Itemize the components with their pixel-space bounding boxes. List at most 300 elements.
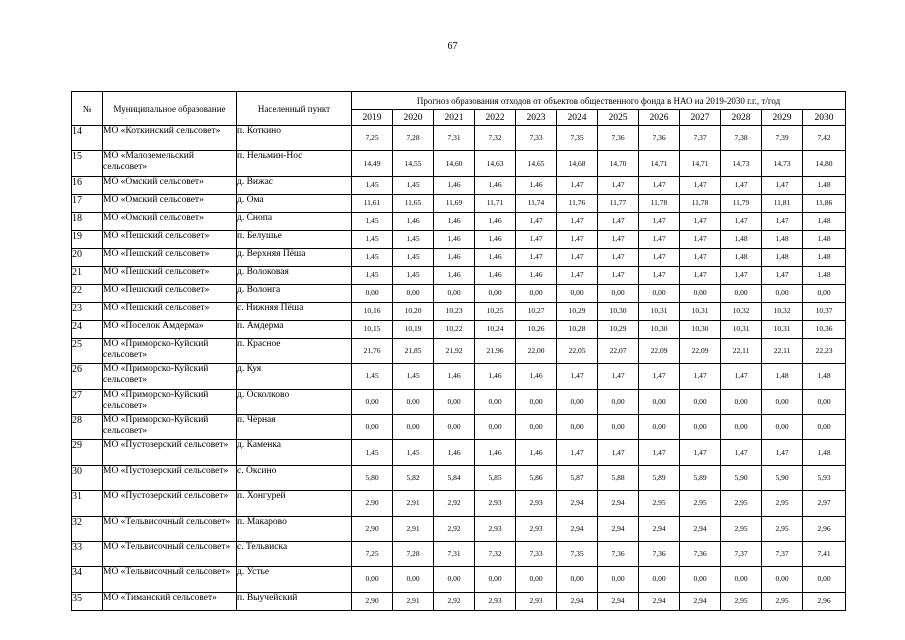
value-cell: 2,95 <box>762 491 803 516</box>
value-cell: 1,45 <box>352 212 393 230</box>
value-cell: 0,00 <box>393 389 434 414</box>
value-cell: 2,90 <box>352 516 393 541</box>
value-cell: 7,37 <box>721 541 762 566</box>
settlement-cell: п. Амдерма <box>237 320 352 338</box>
table-row <box>72 194 846 212</box>
value-cell: 22,07 <box>598 338 639 363</box>
value-cell: 5,93 <box>803 465 846 490</box>
year-header: 2030 <box>803 110 846 126</box>
value-cell: 10,22 <box>434 320 475 338</box>
value-cell: 1,46 <box>516 176 557 194</box>
header-row <box>72 92 846 110</box>
value-cell: 7,38 <box>721 126 762 151</box>
value-cell: 2,94 <box>598 516 639 541</box>
value-cell: 1,46 <box>475 230 516 248</box>
table-row <box>72 266 846 284</box>
value-cell: 7,35 <box>557 126 598 151</box>
municipality-cell: МО «Тельвисочный сельсовет» <box>103 567 237 592</box>
value-cell: 1,48 <box>762 230 803 248</box>
value-cell: 11,78 <box>680 194 721 212</box>
value-cell: 0,00 <box>475 414 516 439</box>
value-cell: 2,95 <box>762 516 803 541</box>
value-cell: 1,48 <box>803 248 846 266</box>
year-header: 2022 <box>475 110 516 126</box>
year-header: 2023 <box>516 110 557 126</box>
year-header: 2029 <box>762 110 803 126</box>
value-cell: 0,00 <box>598 567 639 592</box>
value-cell: 14,55 <box>393 151 434 176</box>
row-number: 20 <box>72 248 103 266</box>
value-cell: 0,00 <box>598 414 639 439</box>
table-row <box>72 302 846 320</box>
value-cell: 2,94 <box>639 516 680 541</box>
value-cell: 2,90 <box>352 491 393 516</box>
value-cell: 1,47 <box>680 440 721 465</box>
row-number: 15 <box>72 151 103 176</box>
value-cell: 1,46 <box>475 176 516 194</box>
row-number: 26 <box>72 364 103 389</box>
value-cell: 5,90 <box>721 465 762 490</box>
value-cell: 1,48 <box>762 364 803 389</box>
value-cell: 10,31 <box>762 320 803 338</box>
year-header: 2020 <box>393 110 434 126</box>
value-cell: 1,45 <box>393 230 434 248</box>
value-cell: 1,47 <box>680 212 721 230</box>
settlement-cell: п. Коткино <box>237 126 352 151</box>
value-cell: 0,00 <box>680 389 721 414</box>
value-cell: 0,00 <box>393 567 434 592</box>
value-cell: 1,47 <box>598 266 639 284</box>
value-cell: 2,92 <box>434 516 475 541</box>
settlement-cell: д. Вижас <box>237 176 352 194</box>
value-cell: 11,78 <box>639 194 680 212</box>
municipality-cell: МО «Пешский сельсовет» <box>103 266 237 284</box>
value-cell: 7,31 <box>434 541 475 566</box>
municipality-cell: МО «Приморско-Куйский сельсовет» <box>103 389 237 414</box>
value-cell: 7,36 <box>598 126 639 151</box>
value-cell: 1,48 <box>803 212 846 230</box>
value-cell: 1,47 <box>721 176 762 194</box>
value-cell: 0,00 <box>680 414 721 439</box>
year-header: 2028 <box>721 110 762 126</box>
row-number: 33 <box>72 541 103 566</box>
value-cell: 1,45 <box>352 230 393 248</box>
settlement-cell: п. Белушье <box>237 230 352 248</box>
value-cell: 2,95 <box>721 592 762 610</box>
value-cell: 2,93 <box>516 592 557 610</box>
row-number: 17 <box>72 194 103 212</box>
table-row <box>72 176 846 194</box>
municipality-cell: МО «Приморско-Куйский сельсовет» <box>103 364 237 389</box>
table-row <box>72 516 846 541</box>
header-num: № <box>72 92 103 126</box>
value-cell: 10,19 <box>393 320 434 338</box>
value-cell: 7,42 <box>803 126 846 151</box>
value-cell: 7,28 <box>393 126 434 151</box>
table-row <box>72 541 846 566</box>
value-cell: 2,91 <box>393 516 434 541</box>
value-cell: 0,00 <box>639 414 680 439</box>
value-cell: 2,94 <box>557 592 598 610</box>
municipality-cell: МО «Тельвисочный сельсовет» <box>103 541 237 566</box>
value-cell: 10,37 <box>803 302 846 320</box>
value-cell: 0,00 <box>557 567 598 592</box>
value-cell: 2,91 <box>393 491 434 516</box>
value-cell: 1,45 <box>352 440 393 465</box>
municipality-cell: МО «Омский сельсовет» <box>103 212 237 230</box>
value-cell: 2,96 <box>803 516 846 541</box>
value-cell: 1,47 <box>639 230 680 248</box>
value-cell: 21,96 <box>475 338 516 363</box>
value-cell: 1,47 <box>762 176 803 194</box>
value-cell: 1,47 <box>639 176 680 194</box>
value-cell: 1,48 <box>803 230 846 248</box>
settlement-cell: с. Тельвиска <box>237 541 352 566</box>
value-cell: 0,00 <box>721 414 762 439</box>
value-cell: 11,74 <box>516 194 557 212</box>
value-cell: 1,47 <box>721 364 762 389</box>
value-cell: 0,00 <box>557 284 598 302</box>
row-number: 21 <box>72 266 103 284</box>
value-cell: 7,39 <box>762 126 803 151</box>
value-cell: 7,33 <box>516 126 557 151</box>
value-cell: 10,27 <box>516 302 557 320</box>
municipality-cell: МО «Малоземельский сельсовет» <box>103 151 237 176</box>
value-cell: 2,93 <box>516 491 557 516</box>
table-row <box>72 414 846 439</box>
value-cell: 2,95 <box>721 516 762 541</box>
value-cell: 10,28 <box>557 320 598 338</box>
value-cell: 21,92 <box>434 338 475 363</box>
value-cell: 0,00 <box>516 414 557 439</box>
value-cell: 2,96 <box>803 592 846 610</box>
value-cell: 10,26 <box>516 320 557 338</box>
value-cell: 11,79 <box>721 194 762 212</box>
settlement-cell: д. Устье <box>237 567 352 592</box>
value-cell: 5,84 <box>434 465 475 490</box>
value-cell: 1,47 <box>680 364 721 389</box>
value-cell: 0,00 <box>352 284 393 302</box>
value-cell: 5,87 <box>557 465 598 490</box>
value-cell: 1,47 <box>762 266 803 284</box>
row-number: 22 <box>72 284 103 302</box>
value-cell: 2,91 <box>393 592 434 610</box>
value-cell: 1,47 <box>598 440 639 465</box>
municipality-cell: МО «Тиманский сельсовет» <box>103 592 237 610</box>
municipality-cell: МО «Приморско-Куйский сельсовет» <box>103 414 237 439</box>
value-cell: 21,85 <box>393 338 434 363</box>
municipality-cell: МО «Омский сельсовет» <box>103 176 237 194</box>
value-cell: 10,31 <box>680 302 721 320</box>
table-body <box>72 126 846 611</box>
value-cell: 1,45 <box>352 266 393 284</box>
value-cell: 14,65 <box>516 151 557 176</box>
row-number: 16 <box>72 176 103 194</box>
table-row <box>72 389 846 414</box>
value-cell: 1,45 <box>352 176 393 194</box>
table-row <box>72 230 846 248</box>
row-number: 28 <box>72 414 103 439</box>
value-cell: 1,46 <box>475 364 516 389</box>
value-cell: 1,46 <box>434 230 475 248</box>
row-number: 14 <box>72 126 103 151</box>
settlement-cell: п. Чёрная <box>237 414 352 439</box>
value-cell: 0,00 <box>639 567 680 592</box>
value-cell: 10,23 <box>434 302 475 320</box>
settlement-cell: п. Хонгурей <box>237 491 352 516</box>
value-cell: 7,37 <box>762 541 803 566</box>
value-cell: 11,77 <box>598 194 639 212</box>
settlement-cell: д. Снопа <box>237 212 352 230</box>
value-cell: 14,63 <box>475 151 516 176</box>
value-cell: 1,46 <box>434 440 475 465</box>
municipality-cell: МО «Пешский сельсовет» <box>103 248 237 266</box>
value-cell: 7,32 <box>475 541 516 566</box>
value-cell: 5,85 <box>475 465 516 490</box>
row-number: 18 <box>72 212 103 230</box>
value-cell: 2,94 <box>557 516 598 541</box>
value-cell: 1,48 <box>803 176 846 194</box>
value-cell: 5,90 <box>762 465 803 490</box>
value-cell: 1,47 <box>721 212 762 230</box>
value-cell: 1,46 <box>434 364 475 389</box>
settlement-cell: д. Ома <box>237 194 352 212</box>
value-cell: 2,93 <box>516 516 557 541</box>
value-cell: 7,32 <box>475 126 516 151</box>
value-cell: 11,76 <box>557 194 598 212</box>
value-cell: 11,65 <box>393 194 434 212</box>
value-cell: 0,00 <box>516 389 557 414</box>
row-number: 25 <box>72 338 103 363</box>
value-cell: 0,00 <box>393 284 434 302</box>
value-cell: 10,31 <box>639 302 680 320</box>
value-cell: 7,25 <box>352 126 393 151</box>
value-cell: 1,47 <box>639 364 680 389</box>
table-row <box>72 440 846 465</box>
row-number: 34 <box>72 567 103 592</box>
value-cell: 2,90 <box>352 592 393 610</box>
settlement-cell: д. Куя <box>237 364 352 389</box>
table-row <box>72 465 846 490</box>
settlement-cell: д. Волонга <box>237 284 352 302</box>
page-number: 67 <box>447 41 458 52</box>
value-cell: 2,94 <box>557 491 598 516</box>
settlement-cell: п. Нельмин-Нос <box>237 151 352 176</box>
value-cell: 2,94 <box>639 592 680 610</box>
value-cell: 1,45 <box>352 364 393 389</box>
value-cell: 1,47 <box>639 212 680 230</box>
value-cell: 2,93 <box>475 516 516 541</box>
value-cell: 10,29 <box>598 320 639 338</box>
value-cell: 1,47 <box>557 266 598 284</box>
value-cell: 2,95 <box>680 491 721 516</box>
value-cell: 1,47 <box>516 212 557 230</box>
value-cell: 1,47 <box>680 248 721 266</box>
table-row <box>72 320 846 338</box>
value-cell: 11,69 <box>434 194 475 212</box>
value-cell: 1,47 <box>639 248 680 266</box>
value-cell: 1,47 <box>598 230 639 248</box>
settlement-cell: д. Осколково <box>237 389 352 414</box>
value-cell: 22,11 <box>762 338 803 363</box>
value-cell: 1,47 <box>516 248 557 266</box>
value-cell: 10,32 <box>721 302 762 320</box>
value-cell: 0,00 <box>762 414 803 439</box>
value-cell: 5,86 <box>516 465 557 490</box>
value-cell: 2,94 <box>680 592 721 610</box>
value-cell: 7,28 <box>393 541 434 566</box>
value-cell: 2,92 <box>434 491 475 516</box>
value-cell: 1,47 <box>598 364 639 389</box>
table-row <box>72 126 846 151</box>
settlement-cell: с. Нижняя Пёша <box>237 302 352 320</box>
table-row <box>72 151 846 176</box>
municipality-cell: МО «Поселок Амдерма» <box>103 320 237 338</box>
value-cell: 1,46 <box>516 266 557 284</box>
value-cell: 14,80 <box>803 151 846 176</box>
value-cell: 0,00 <box>803 567 846 592</box>
value-cell: 1,47 <box>598 176 639 194</box>
value-cell: 7,31 <box>434 126 475 151</box>
value-cell: 0,00 <box>762 389 803 414</box>
value-cell: 1,47 <box>721 266 762 284</box>
value-cell: 2,94 <box>598 491 639 516</box>
value-cell: 1,47 <box>557 248 598 266</box>
municipality-cell: МО «Пустозерский сельсовет» <box>103 491 237 516</box>
value-cell: 7,25 <box>352 541 393 566</box>
value-cell: 1,46 <box>434 248 475 266</box>
value-cell: 0,00 <box>639 284 680 302</box>
settlement-cell: п. Красное <box>237 338 352 363</box>
row-number: 23 <box>72 302 103 320</box>
value-cell: 1,48 <box>721 248 762 266</box>
value-cell: 1,46 <box>434 266 475 284</box>
row-number: 32 <box>72 516 103 541</box>
value-cell: 10,30 <box>680 320 721 338</box>
value-cell: 22,09 <box>639 338 680 363</box>
value-cell: 1,46 <box>434 212 475 230</box>
value-cell: 1,46 <box>516 364 557 389</box>
table-row <box>72 592 846 610</box>
table-header <box>72 92 846 126</box>
value-cell: 1,47 <box>557 440 598 465</box>
value-cell: 1,46 <box>516 440 557 465</box>
value-cell: 2,94 <box>598 592 639 610</box>
value-cell: 10,36 <box>803 320 846 338</box>
value-cell: 7,36 <box>680 541 721 566</box>
value-cell: 5,88 <box>598 465 639 490</box>
waste-forecast-table <box>71 91 846 611</box>
value-cell: 11,61 <box>352 194 393 212</box>
value-cell: 1,46 <box>434 176 475 194</box>
value-cell: 14,71 <box>680 151 721 176</box>
settlement-cell: д. Волоковая <box>237 266 352 284</box>
value-cell: 7,36 <box>598 541 639 566</box>
value-cell: 0,00 <box>721 567 762 592</box>
value-cell: 0,00 <box>475 389 516 414</box>
value-cell: 1,47 <box>680 230 721 248</box>
value-cell: 14,68 <box>557 151 598 176</box>
value-cell: 0,00 <box>352 414 393 439</box>
value-cell: 5,89 <box>639 465 680 490</box>
value-cell: 0,00 <box>598 284 639 302</box>
value-cell: 1,47 <box>557 230 598 248</box>
table-row <box>72 491 846 516</box>
value-cell: 0,00 <box>803 389 846 414</box>
value-cell: 0,00 <box>434 567 475 592</box>
value-cell: 14,60 <box>434 151 475 176</box>
value-cell: 0,00 <box>557 389 598 414</box>
year-header: 2021 <box>434 110 475 126</box>
value-cell: 1,46 <box>393 212 434 230</box>
value-cell: 1,48 <box>803 440 846 465</box>
value-cell: 1,45 <box>393 176 434 194</box>
table-row <box>72 364 846 389</box>
value-cell: 1,47 <box>680 266 721 284</box>
value-cell: 0,00 <box>475 284 516 302</box>
value-cell: 0,00 <box>803 284 846 302</box>
municipality-cell: МО «Пешский сельсовет» <box>103 302 237 320</box>
row-number: 29 <box>72 440 103 465</box>
value-cell: 1,47 <box>598 248 639 266</box>
value-cell: 0,00 <box>516 567 557 592</box>
value-cell: 10,25 <box>475 302 516 320</box>
value-cell: 1,47 <box>557 212 598 230</box>
value-cell: 10,30 <box>639 320 680 338</box>
header-settlement: Населенный пункт <box>237 92 352 126</box>
municipality-cell: МО «Пустозерский сельсовет» <box>103 465 237 490</box>
year-header: 2019 <box>352 110 393 126</box>
row-number: 19 <box>72 230 103 248</box>
value-cell: 0,00 <box>516 284 557 302</box>
value-cell: 7,37 <box>680 126 721 151</box>
value-cell: 1,47 <box>557 176 598 194</box>
value-cell: 10,24 <box>475 320 516 338</box>
value-cell: 1,46 <box>475 440 516 465</box>
value-cell: 10,29 <box>557 302 598 320</box>
value-cell: 1,47 <box>721 440 762 465</box>
value-cell: 1,45 <box>393 266 434 284</box>
value-cell: 0,00 <box>557 414 598 439</box>
value-cell: 1,48 <box>803 266 846 284</box>
value-cell: 7,36 <box>639 541 680 566</box>
value-cell: 0,00 <box>352 389 393 414</box>
value-cell: 11,81 <box>762 194 803 212</box>
value-cell: 0,00 <box>680 284 721 302</box>
value-cell: 1,47 <box>639 266 680 284</box>
value-cell: 5,80 <box>352 465 393 490</box>
value-cell: 2,97 <box>803 491 846 516</box>
table-row <box>72 284 846 302</box>
value-cell: 22,09 <box>680 338 721 363</box>
value-cell: 10,15 <box>352 320 393 338</box>
municipality-cell: МО «Омский сельсовет» <box>103 194 237 212</box>
value-cell: 1,47 <box>680 176 721 194</box>
value-cell: 1,47 <box>762 212 803 230</box>
value-cell: 1,47 <box>598 212 639 230</box>
value-cell: 0,00 <box>721 389 762 414</box>
settlement-cell: п. Выучейский <box>237 592 352 610</box>
value-cell: 1,48 <box>762 248 803 266</box>
value-cell: 0,00 <box>434 414 475 439</box>
value-cell: 2,92 <box>434 592 475 610</box>
header-forecast: Прогноз образования отходов от объектов общественного фонда в НАО на 2019-2030 г.г., т/год <box>352 92 846 110</box>
value-cell: 5,89 <box>680 465 721 490</box>
value-cell: 1,47 <box>639 440 680 465</box>
value-cell: 10,30 <box>598 302 639 320</box>
settlement-cell: д. Каменка <box>237 440 352 465</box>
value-cell: 1,45 <box>393 248 434 266</box>
